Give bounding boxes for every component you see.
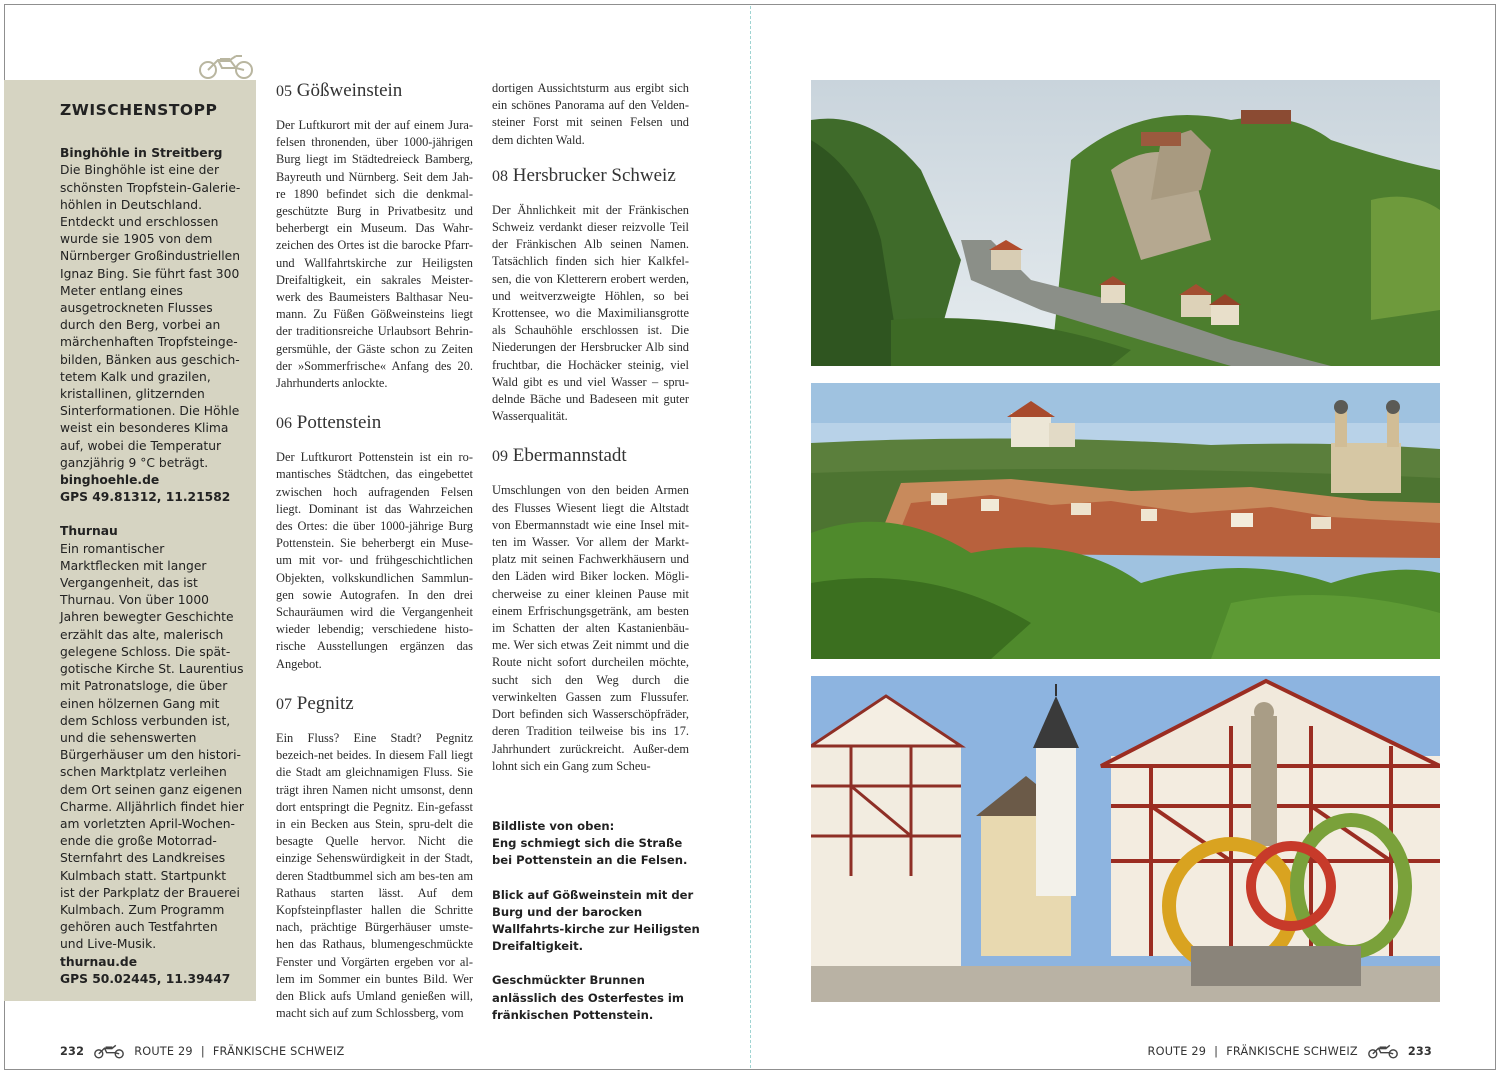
section-continued	[492, 80, 689, 149]
section-heading	[492, 165, 689, 188]
section-title: Ebermannstadt	[512, 445, 627, 467]
caption-item: Eng schmiegt sich die Straße bei Pottenstein an die Felsen.	[492, 836, 688, 868]
section-heading	[276, 693, 473, 716]
section-title: Pottenstein	[296, 412, 382, 434]
section-number: 08	[492, 167, 508, 185]
section-number: 06	[276, 415, 292, 433]
photo-goessweinstein	[811, 383, 1440, 659]
sidebar-entry-gps: GPS 49.81312, 11.21582	[60, 490, 231, 505]
section-number: 07	[276, 695, 292, 713]
page-number: 233	[1407, 1044, 1432, 1058]
section-number: 05	[276, 83, 292, 100]
section-pegnitz	[276, 693, 473, 1022]
section-ebermannstadt	[492, 445, 689, 774]
motorcycle-icon	[92, 1042, 126, 1060]
caption-item: Geschmückter Brunnen anlässlich des Osterfestes im fränkischen Pottenstein.	[492, 973, 684, 1022]
text-column-1	[276, 80, 473, 1042]
photo-easter-fountain	[811, 676, 1440, 1002]
section-number: 09	[492, 448, 508, 466]
footer-left	[60, 1042, 344, 1060]
sidebar-entry-web: binghoehle.de	[60, 473, 160, 488]
footer-separator: |	[200, 1044, 205, 1058]
text-column-2	[492, 80, 689, 795]
caption-block	[492, 818, 702, 870]
region-label: FRÄNKISCHE SCHWEIZ	[212, 1044, 345, 1058]
section-text: Der Ähnlichkeit mit der Fränkischen Schweiz verdankt dieser reizvolle Teil der Fränkischen Alb seinen Namen. Tatsächlich finden sich hier Kalkfel-sen, die von Kletterern erobert werden, und weitverzweigte Höhlen, so bei Krottensee, wo die Maximiliansgrotte als Schauhöhle erschlossen ist. Die Niederungen der Hersbrucker Alb sind fruchtbar, die Hochäcker steinig, viel Wald gibt es und viel Wasser – spru-delnde Bäche und Badeseen mit guter Wasserqualität.	[492, 202, 689, 424]
footer-separator: |	[1214, 1044, 1219, 1058]
photo-pottenstein-road	[811, 80, 1440, 366]
sidebar-entry	[60, 523, 244, 987]
caption-lead: Bildliste von oben:	[492, 819, 615, 833]
section-heading	[276, 80, 473, 103]
route-label: ROUTE 29	[1147, 1044, 1207, 1058]
section-text: Ein Fluss? Eine Stadt? Pegnitz bezeich-net beides. In diesem Fall liegt die Stadt am gleichnamigen Fluss. Sie trägt ihren Namen nicht umsonst, denn dort entspringt die Pegnitz. Ein-gefasst in ein Becken aus Stein, spru-delt die besagte Quelle hervor. Nicht die einzige Sehenswürdigkeit in der Stadt, deren Stadtbummel sich am bes-ten am Rathaus starten lässt. Auf dem Kopfsteinpflaster hallen die Schritte nach, prächtige Bürgerhäuser umste-hen das Rathaus, blumengeschmückte Fenster und Vorgärten ergeben vor al-lem im Sommer ein buntes Bild. Wer den Blick aufs Umland genießen will, macht sich auf zum Schlossberg, vom	[276, 730, 473, 1021]
motorcycle-icon	[1366, 1042, 1400, 1060]
sidebar-entry-web: thurnau.de	[60, 954, 138, 969]
section-title: Gößweinstein	[296, 80, 403, 101]
section-hersbrucker-schweiz	[492, 165, 689, 426]
section-title: Pegnitz	[296, 692, 354, 714]
section-title: Hersbrucker Schweiz	[512, 164, 676, 186]
section-gossweinstein	[276, 80, 473, 392]
photo-caption-list	[492, 818, 702, 1041]
section-heading	[276, 412, 473, 435]
section-pottenstein	[276, 412, 473, 673]
sidebar-entry-text: Ein romantischer Marktflecken mit langer Vergangenheit, das ist Thurnau. Von über 1000 Jahren bewegter Geschichte erzählt das alte, malerisch gelegene Schloss. Die spät-gotische Kirche St. Laurentius mit Patronatsloge, die über einen hölzernen Gang mit dem Schloss verbunden ist, und die sehenswerten Bürgerhäuser um den histori-schen Marktplatz verleihen dem Ort seinen ganz eigenen Charme. Alljährlich findet hier am vorletzten April-Wochen-ende die große Motorrad-Sternfahrt des Landkreises Kulmbach statt. Startpunkt ist der Parkplatz der Brauerei Kulmbach. Zum Programm gehören auch Testfahrten und Live-Musik.	[60, 541, 244, 952]
sidebar-entry	[60, 145, 244, 506]
sidebar-entry-gps: GPS 50.02445, 11.39447	[60, 971, 231, 986]
sidebar-entry-text: Die Binghöhle ist eine der schönsten Tropfstein-Galerie-höhlen in Deutschland. Entdeckt und erschlossen wurde sie 1905 von dem Nürnberger Großindustriellen Ignaz Bing. Sie führt fast 300 Meter entlang eines ausgetrockneten Flusses durch den Berg, vorbei an märchenhaften Tropfsteinge-bilden, Bänken aus geschich-tetem Kalk und grazilen, kristallinen, glitzernden Sinterformationen. Die Höhle weist ein besonderes Klima auf, wobei die Temperatur ganzjährig 9 °C beträgt.	[60, 163, 241, 470]
sidebar-title: ZWISCHENSTOPP	[60, 101, 218, 119]
page-number: 232	[60, 1044, 85, 1058]
sidebar-entry-title: Thurnau	[60, 524, 118, 539]
book-gutter	[750, 6, 751, 1068]
section-heading	[492, 445, 689, 468]
section-text: Der Luftkurort mit der auf einem Jura-felsen thronenden, über 1000-jährigen Burg liegt im Städtedreieck Bamberg, Bayreuth und Nürnberg. Seit dem Jah-re 1890 befindet sich die denkmal-geschützte Burg in Privatbesitz und beherbergt ein Museum. Das Wahr-zeichen des Ortes ist die barocke Pfarr- und Wallfahrtskirche zur Heiligsten Dreifaltigkeit, ein sakrales Meister-werk des Baumeisters Balthasar Neu-mann. Zu Füßen Gößweinsteins liegt der traditionsreiche Urlaubsort Behrin-gersmühle, der Gäste schon zu Zeiten der »Sommerfrische« Anfang des 20. Jahrhunderts anlockte.	[276, 118, 473, 391]
sidebar-zwischenstopp	[4, 80, 256, 1001]
caption-item: Blick auf Gößweinstein mit der Burg und der barocken Wallfahrts-kirche zur Heiligsten Dreifaltigkeit.	[492, 887, 700, 954]
region-label: FRÄNKISCHE SCHWEIZ	[1226, 1044, 1358, 1058]
footer-right	[1148, 1042, 1432, 1060]
section-text: Der Luftkurort Pottenstein ist ein ro-mantisches Städtchen, das eingebettet zwischen hoch aufragenden Felsen liegt. Dominant ist das Wahrzeichen des Ortes: die über 1000-jährige Burg Pottenstein. Sie beherbergt ein Muse-um mit vor- und frühgeschichtlichen Objekten, volkskundlichen Sammlun-gen sowie Autografen. In den drei Schauräumen wird die Vergangenheit wieder lebendig; verschiedene histo-rische Ausstellungen ergänzen das Angebot.	[276, 450, 473, 671]
section-text: dortigen Aussichtsturm aus ergibt sich ein schönes Panorama auf den Velden-steiner Forst mit seinen Felsen und dem dichten Wald.	[492, 81, 689, 147]
sidebar-entry-title: Binghöhle in Streitberg	[60, 146, 223, 161]
route-label: ROUTE 29	[134, 1044, 193, 1058]
section-text: Umschlungen von den beiden Armen des Flusses Wiesent liegt die Altstadt von Ebermannstadt wie eine Insel mit-ten im Wasser. Vor allem der Markt-platz mit seinen Fachwerkhäusern und den Läden wird Biker locken. Mögli-cherweise zu einer kleinen Pause mit einem Erfrischungsgetränk, am besten im Schatten der alten Kastanienbäu-me. Wer sich etwas Zeit nimmt und die Route nicht sofort durcheilen möchte, sucht sich den Weg durch die verwinkelten Gassen zum Flussufer. Dort befinden sich Wasserschöpfräder, deren Tradition teilweise bis ins 17. Jahrhundert zurückreicht. Außer-dem lohnt sich ein Gang zum Scheu-	[492, 483, 689, 773]
motorcycle-icon	[196, 50, 256, 80]
